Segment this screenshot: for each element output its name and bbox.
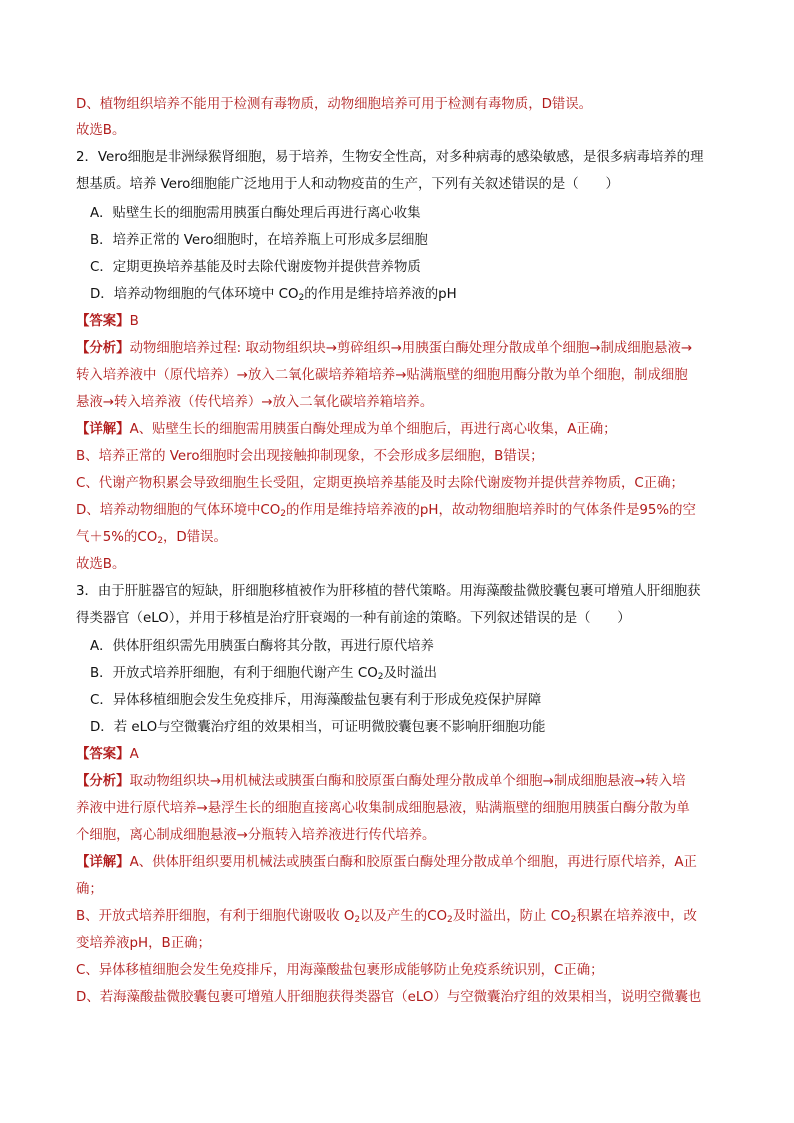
q3-detail-a-line1: 【详解】A、供体肝组织要用机械法或胰蛋白酶和胶原蛋白酶处理分散成单个细胞，再进行原代培养，A正 — [76, 855, 697, 870]
q2-conclusion: 故选B。 — [76, 557, 126, 572]
q2-analysis-line1: 【分析】动物细胞培养过程: 取动物组织块→剪碎组织→用胰蛋白酶处理分散成单个细胞→制成细胞悬液→ — [76, 341, 693, 356]
q2-detail-a: 【详解】A、贴壁生长的细胞需用胰蛋白酶处理成为单个细胞后，再进行离心收集，A正确； — [76, 422, 617, 437]
q2-stem-line2: 想基质。培养 Vero细胞能广泛地用于人和动物疫苗的生产，下列有关叙述错误的是（ ） — [76, 177, 619, 192]
q2-option-d: D．培养动物细胞的气体环境中 $CO_2$的作用是维持培养液的pH — [90, 287, 457, 303]
answer-tag: 【答案】 — [76, 747, 130, 762]
prev-detail-d: D、植物组织培养不能用于检测有毒物质，动物细胞培养可用于检测有毒物质，D错误。 — [76, 97, 593, 112]
q2-detail-d-line1: D、培养动物细胞的气体环境中$CO_2$的作用是维持培养液的pH，故动物细胞培养时的气体条件是95%的空 — [76, 503, 696, 519]
prev-conclusion: 故选B。 — [76, 123, 126, 138]
q2-option-b: B．培养正常的 Vero细胞时，在培养瓶上可形成多层细胞 — [90, 233, 428, 248]
q2-detail-b: B、培养正常的 Vero细胞时会出现接触抑制现象，不会形成多层细胞，B错误； — [76, 449, 544, 464]
q3-detail-a-line2: 确； — [76, 882, 103, 897]
q3-stem-line1: 3．由于肝脏器官的短缺，肝细胞移植被作为肝移植的替代策略。用海藻酸盐微胶囊包裹可增殖人肝细胞获 — [76, 584, 701, 599]
q3-stem-line2: 得类器官（eLO），并用于移植是治疗肝衰竭的一种有前途的策略。下列叙述错误的是（ ） — [76, 611, 631, 626]
q3-analysis-line1: 【分析】取动物组织块→用机械法或胰蛋白酶和胶原蛋白酶处理分散成单个细胞→制成细胞悬液→转入培 — [76, 774, 686, 789]
q3-answer: 【答案】A — [76, 747, 139, 762]
q3-detail-d: D、若海藻酸盐微胶囊包裹可增殖人肝细胞获得类器官（eLO）与空微囊治疗组的效果相当，说明空微囊也 — [76, 990, 702, 1005]
q2-detail-d-line2: 气＋5%的$CO_2$，D错误。 — [76, 530, 227, 546]
detail-tag: 【详解】 — [76, 855, 130, 870]
q3-option-a: A．供体肝组织需先用胰蛋白酶将其分散，再进行原代培养 — [90, 639, 434, 654]
detail-tag: 【详解】 — [76, 422, 130, 437]
q3-option-b: B．开放式培养肝细胞，有利于细胞代谢产生 $CO_2$及时溢出 — [90, 666, 438, 682]
q2-option-a: A．贴壁生长的细胞需用胰蛋白酶处理后再进行离心收集 — [90, 206, 421, 221]
analysis-tag: 【分析】 — [76, 341, 130, 356]
q3-detail-b-line1: B、开放式培养肝细胞，有利于细胞代谢吸收 $O_2$以及产生的$CO_2$及时溢出，防止 $CO_2$积累在培养液中，改 — [76, 909, 697, 925]
q2-detail-c: C、代谢产物积累会导致细胞生长受阻，定期更换培养基能及时去除代谢废物并提供营养物质，C正确； — [76, 476, 684, 491]
q2-analysis-line2: 转入培养液中（原代培养）→放入二氧化碳培养箱培养→贴满瓶壁的细胞用酶分散为单个细胞，制成细胞 — [76, 368, 688, 383]
q2-stem-line1: 2．Vero细胞是非洲绿猴肾细胞，易于培养，生物安全性高，对多种病毒的感染敏感，是很多病毒培养的理 — [76, 150, 704, 165]
q3-analysis-line3: 个细胞，离心制成细胞悬液→分瓶转入培养液进行传代培养。 — [76, 828, 436, 843]
q3-detail-c: C、异体移植细胞会发生免疫排斥，用海藻酸盐包裹形成能够防止免疫系统识别，C正确； — [76, 963, 604, 978]
q3-option-d: D．若 eLO与空微囊治疗组的效果相当，可证明微胶囊包裹不影响肝细胞功能 — [90, 720, 546, 735]
answer-tag: 【答案】 — [76, 314, 130, 329]
q3-analysis-line2: 养液中进行原代培养→悬浮生长的细胞直接离心收集制成细胞悬液，贴满瓶壁的细胞用胰蛋白酶分散为单 — [76, 801, 690, 816]
q2-option-c: C．定期更换培养基能及时去除代谢废物并提供营养物质 — [90, 260, 421, 275]
q2-analysis-line3: 悬液→转入培养液（传代培养）→放入二氧化碳培养箱培养。 — [76, 395, 434, 410]
q2-answer: 【答案】B — [76, 314, 139, 329]
analysis-tag: 【分析】 — [76, 774, 130, 789]
q3-option-c: C．异体移植细胞会发生免疫排斥，用海藻酸盐包裹有利于形成免疫保护屏障 — [90, 693, 542, 708]
q3-detail-b-line2: 变培养液pH，B正确； — [76, 936, 211, 951]
